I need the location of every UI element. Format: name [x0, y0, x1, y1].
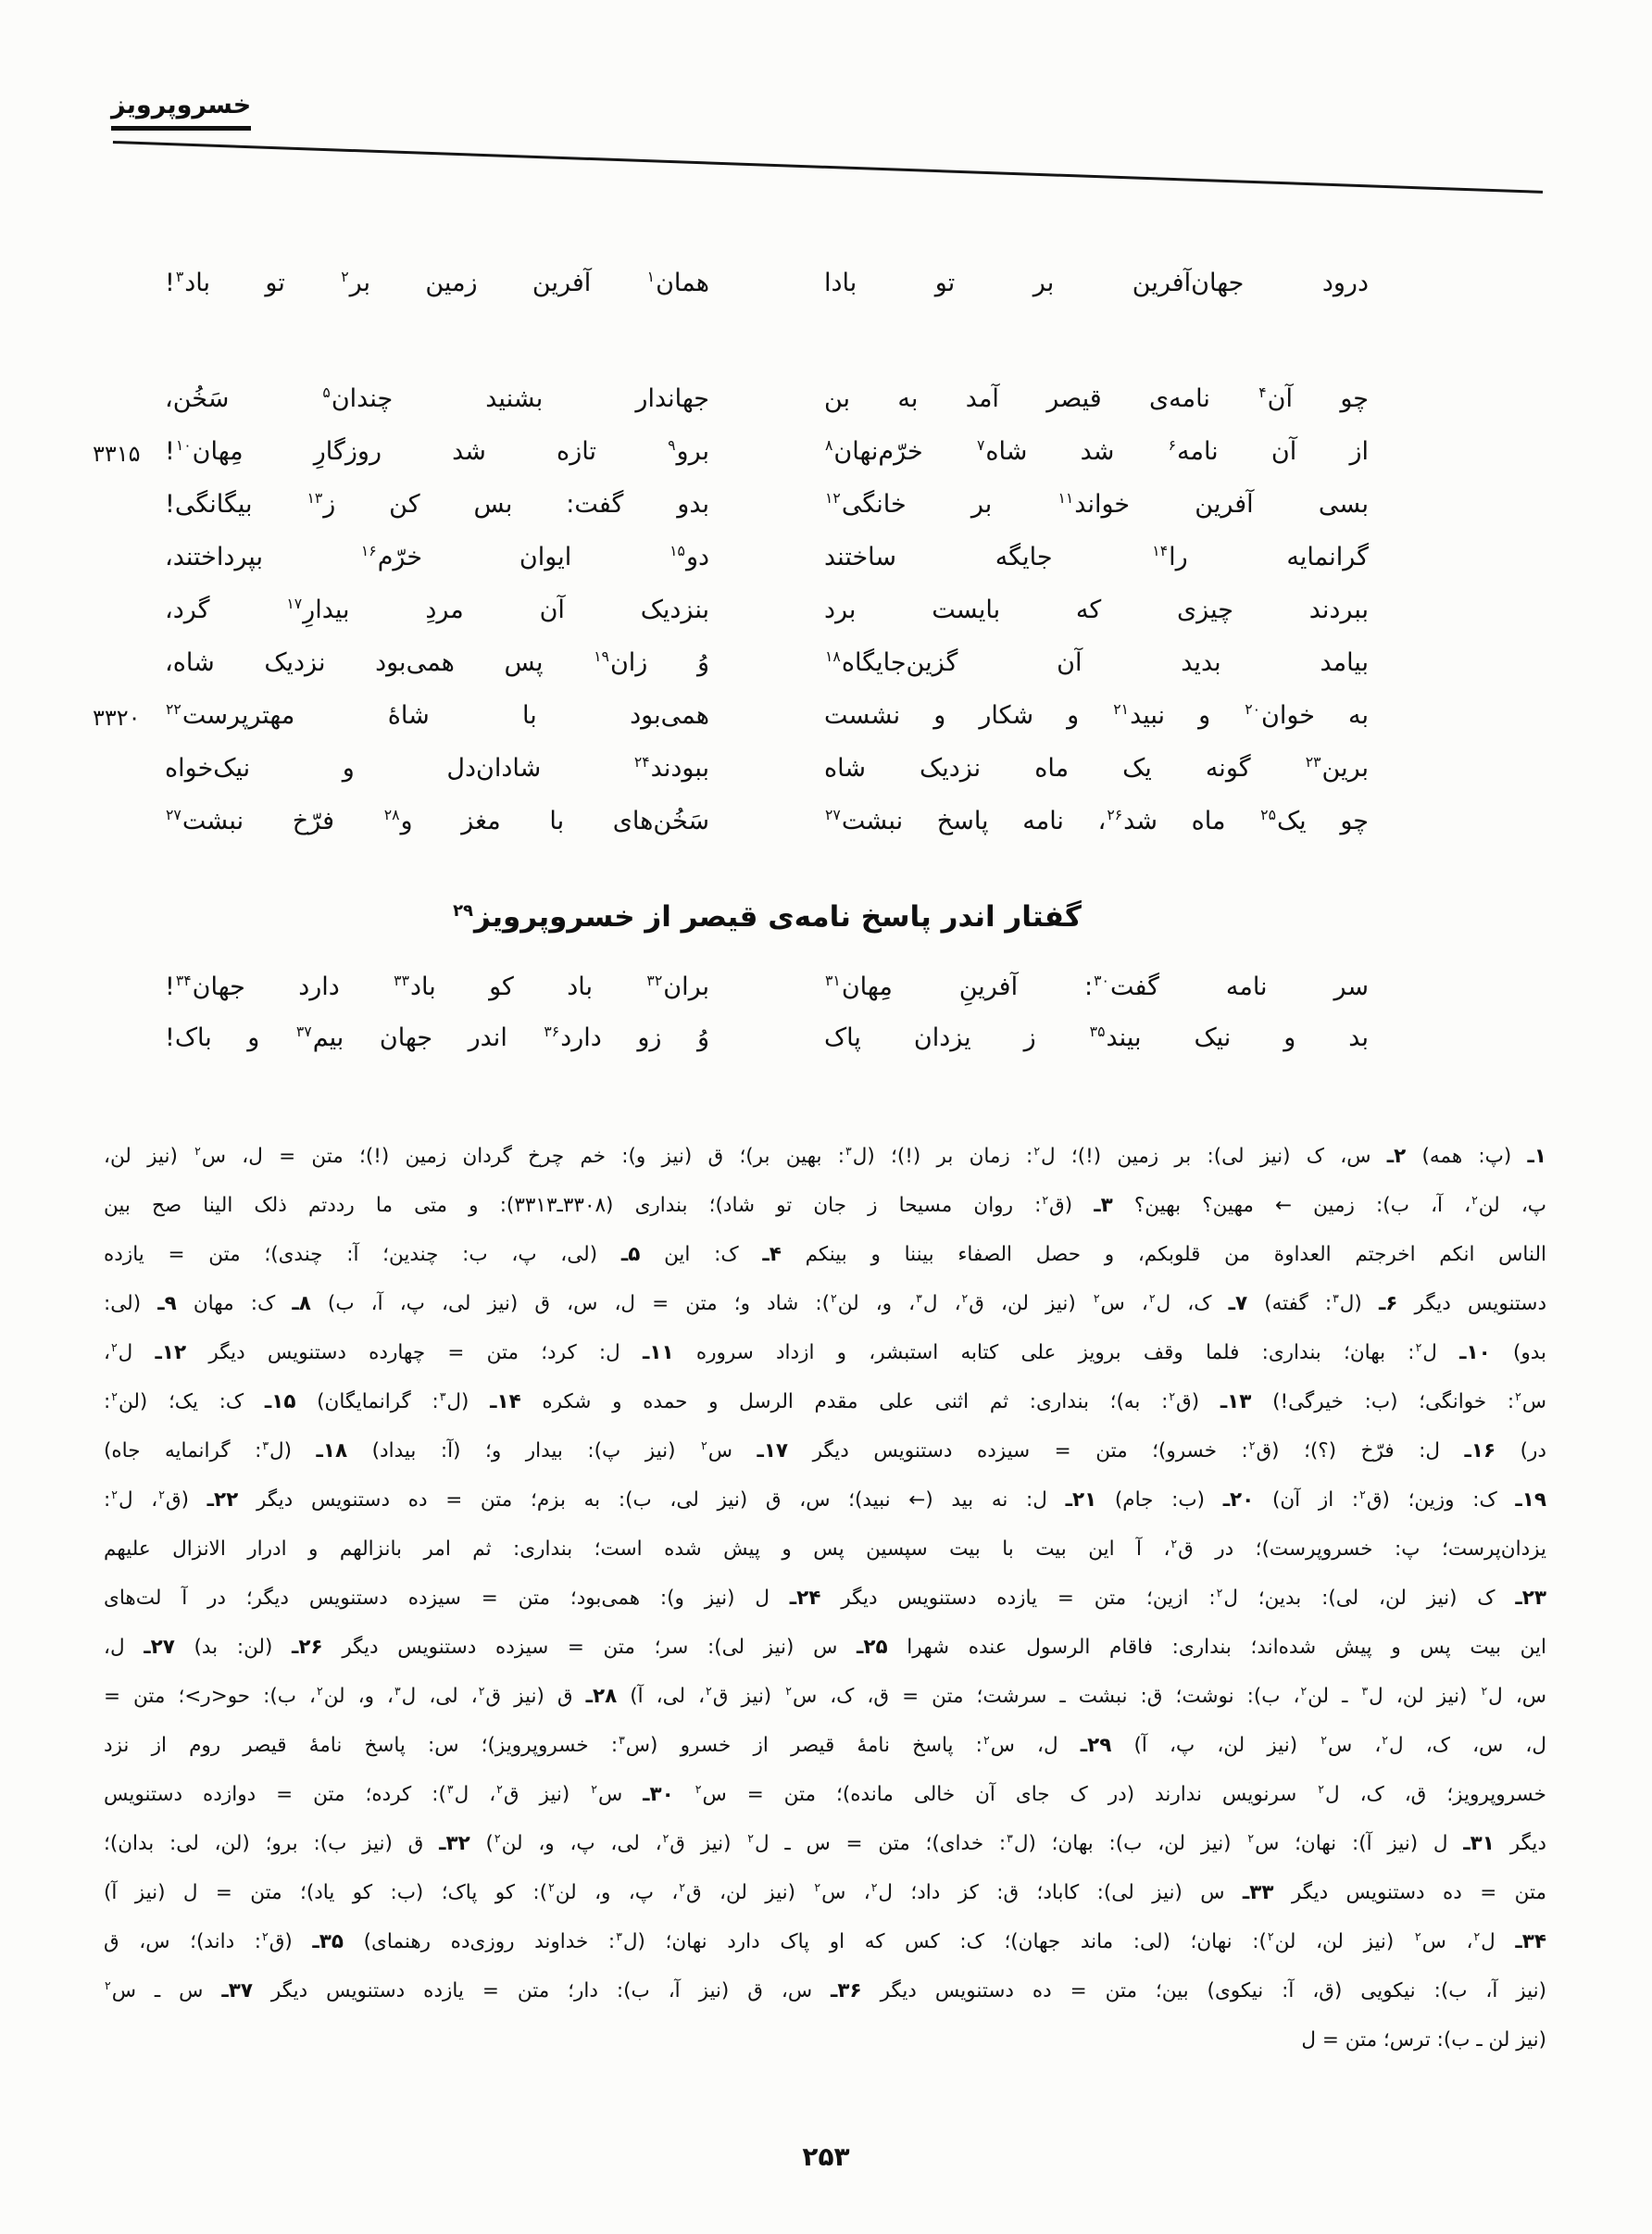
apparatus-line: بدو) ۱۰ـ ل$^۲$: بهان؛ بنداری: فلما وقف برویز علی کتابه استبشر، و ازداد سروره ۱۱ـ ل: کرد؛ متن = چهارده دستنویس دیگر ۱۲ـ ل$^۲$،: [104, 1339, 1546, 1364]
running-head: خسروپرویز: [111, 91, 251, 131]
apparatus-line: (نیز آ، ب): نیکویی (ق، آ: نیکوی) بین؛ متن = ده دستنویس دیگر ۳۶ـ س، ق (نیز آ، ب): دار؛ متن = یازده دستنویس دیگر ۳۷ـ س ـ س$^۲$: [105, 1977, 1546, 2002]
apparatus-line: الناس انکم اخرجتم العداوة من قلوبکم، و حصل الصفاء بیننا و بینکم ۴ـ ک: این ۵ـ (لی، پ، ب: چندین؛ آ: چندی)؛ متن = یازده: [104, 1243, 1546, 1266]
apparatus-line: (نیز لن ـ ب): ترس؛ متن = ل: [1301, 2028, 1546, 2052]
apparatus-line: این بیت پس و پیش شده‌اند؛ بنداری: فاقام الرسول عنده شهرا ۲۵ـ س (نیز لی): سر؛ متن = سیزده دستنویس دیگر ۲۶ـ (لن: بد) ۲۷ـ ل،: [104, 1636, 1546, 1659]
hemistich-first: بد و نیک بیند$^{۳۵}$ ز یزدان پاک: [824, 1023, 1369, 1052]
apparatus-line: ۳۴ـ ل$^۲$، س$^۲$ (نیز لن، لن$^۲$): نهان؛ (لی: ماند جهان)؛ ک: کس که او پاک دارد نهان؛ (ل$^۳$: خداوند روزی‌ده رهنمای) ۳۵ـ (ق$^۲$: داند)؛ س، ق: [104, 1928, 1546, 1953]
verse-number-3320: ۳۳۲۰: [93, 705, 141, 731]
hemistich-first: سر نامه گفت$^{۳۰}$: آفرینِ مِهان$^{۳۱}$: [825, 972, 1369, 1001]
hemistich-second: بدو گفت: بس کن ز$^{۱۳}$ بیگانگی!: [165, 489, 710, 519]
apparatus-line: ۱۹ـ ک: وزین؛ (ق$^۲$: از آن) ۲۰ـ (ب: جام) ۲۱ـ ل: نه بید (← نبید)؛ س، ق (نیز لی، ب): به بزم؛ متن = ده دستنویس دیگر ۲۲ـ (ق$^۲$، ل$^۲$:: [104, 1487, 1546, 1512]
couplet-row: [165, 699, 1369, 733]
hemistich-second: بران$^{۳۲}$ باد کو باد$^{۳۳}$ دارد جهان$^{۳۴}$!: [165, 972, 709, 1001]
hemistich-second: وُ زان$^{۱۹}$ پس همی‌بود نزدیک شاه،: [165, 647, 709, 677]
couplet-row: [165, 752, 1369, 785]
hemistich-second: سَخُن‌های با مغز و$^{۲۸}$ فرّخ نبشت$^{۲۷}$: [166, 806, 709, 835]
apparatus-line: دستنویس دیگر ۶ـ (ل$^۳$: گفته) ۷ـ ک، ل$^۲$، س$^۲$ (نیز لن، ق$^۲$، ل$^۳$، و، لن$^۲$): شاد و؛ متن = ل، س، ق (نیز لی، پ، آ، ب) ۸ـ ک: مهان ۹ـ (لی:: [104, 1290, 1546, 1315]
section-heading: گفتار اندر پاسخ نامه‌ی قیصر از خسروپرویز$^{۲۹}$: [453, 900, 1082, 934]
hemistich-first: از آن نامه$^۶$ شد شاه$^۷$ خرّم‌نهان$^۸$: [825, 436, 1369, 466]
verse-number-3315: ۳۳۱۵: [93, 441, 141, 467]
couplet-row: [165, 267, 1369, 300]
apparatus-line: متن = ده دستنویس دیگر ۳۳ـ س (نیز لی): کاباد؛ ق: کز داد؛ ل$^۲$، س$^۲$ (نیز لن، ق$^۲$، پ، و، لن$^۲$): کو پاک؛ (ب: کو یاد)؛ متن = ل (نیز آ): [104, 1879, 1546, 1904]
hemistich-second: دو$^{۱۵}$ ایوان خرّم$^{۱۶}$ بپرداختند،: [165, 542, 710, 571]
apparatus-line: س، ل$^۲$ (نیز لن، ل$^۳$ ـ لن$^۲$، ب): نوشت؛ ق: نبشت ـ سرشت؛ متن = ق، ک، س$^۲$ (نیز ق$^۲$، لی، آ) ۲۸ـ ق (نیز ق$^۲$، لی، ل$^۳$، و، لن$^۲$، ب): حو<ر>؛ متن =: [104, 1683, 1546, 1708]
couplet-row: [165, 594, 1369, 627]
hemistich-first: به خوان$^{۲۰}$ و نبید$^{۲۱}$ و شکار و نشست: [824, 700, 1370, 730]
hemistich-first: چو آن$^۴$ نامه‌ی قیصر آمد به بن: [824, 383, 1369, 413]
couplet-row: [165, 646, 1369, 680]
couplet-row: [165, 435, 1369, 469]
couplet-row: [165, 1022, 1369, 1055]
hemistich-first: بیامد بدید آن گزین‌جایگاه$^{۱۸}$: [825, 647, 1369, 677]
hemistich-second: ببودند$^{۲۴}$ شادان‌دل و نیک‌خواه: [165, 753, 709, 783]
apparatus-line: یزدان‌پرست؛ پ: خسروپرست)؛ در ق$^۲$، آ این بیت با بیت سپسین پس و پیش شده است؛ بنداری: ثم امر بانزالهم و ادرار الانزال علیهم: [104, 1536, 1546, 1561]
hemistich-first: ببردند چیزی که بایست برد: [824, 596, 1369, 624]
apparatus-line: ل، س، ک، ل$^۲$، س$^۲$ (نیز لن، پ، آ) ۲۹ـ ل، س$^۲$: پاسخ نامهٔ قیصر از خسرو (س$^۳$: خسروپرویز)؛ س: پاسخ نامهٔ قیصر روم از نزد: [104, 1732, 1546, 1757]
hemistich-first: بسی آفرین خواند$^{۱۱}$ بر خانگی$^{۱۲}$: [825, 489, 1369, 519]
apparatus-line: خسروپرویز؛ ق، ک، ل$^۲$ سرنویس ندارند (در ک جای آن خالی مانده)؛ متن = س$^۲$ ۳۰ـ س$^۲$ (نیز ق$^۲$، ل$^۳$): کرده؛ متن = دوازده دستنویس: [104, 1781, 1546, 1806]
couplet-row: [165, 805, 1369, 838]
couplet-row: [165, 971, 1369, 1004]
hemistich-first: گرانمایه را$^{۱۴}$ جایگه ساختند: [824, 542, 1369, 571]
apparatus-line: ۱ـ (پ: همه) ۲ـ س، ک (نیز لی): بر زمین (!)؛ ل$^۲$: زمان بر (!)؛ (ل$^۳$: بهین بر)؛ ق (نیز و): خم چرخ گردان زمین (!)؛ متن = ل، س$^۲$ (نیز لن،: [104, 1143, 1546, 1168]
apparatus-line: ۲۳ـ ک (نیز لن، لی): بدین؛ ل$^۲$: ازین؛ متن = یازده دستنویس دیگر ۲۴ـ ل (نیز و): همی‌بود؛ متن = سیزده دستنویس دیگر؛ در آ لت‌های: [104, 1585, 1546, 1610]
hemistich-second: همی‌بود با شاهٔ مهترپرست$^{۲۲}$: [166, 700, 709, 730]
hemistich-first: درود جهان‌آفرین بر تو بادا: [824, 269, 1369, 297]
hemistich-second: وُ زو دارد$^{۳۶}$ اندر جهان بیم$^{۳۷}$ و باک!: [165, 1023, 709, 1052]
page-number: ۲۵۳: [802, 2141, 850, 2172]
hemistich-first: برین$^{۲۳}$ گونه یک ماه نزدیک شاه: [824, 753, 1369, 783]
header-rule: [113, 141, 1543, 194]
hemistich-second: جهاندار بشنید چندان$^۵$ سَخُن،: [165, 383, 709, 413]
apparatus-line: در) ۱۶ـ ل: فرّخ (؟)؛ (ق$^۲$: خسرو)؛ متن = سیزده دستنویس دیگر ۱۷ـ س$^۲$ (نیز پ): بیدار و؛ (آ: بیداد) ۱۸ـ (ل$^۳$: گرانمایه جاه): [104, 1437, 1546, 1462]
couplet-row: [165, 383, 1369, 416]
apparatus-line: پ، لن$^۲$، آ، ب): زمین ← مهین؟ بهین؟ ۳ـ (ق$^۲$: روان مسیحا ز جان تو شاد)؛ بنداری (۳۳۰۸ـ۳۳۱۳): و متی ما رددتم ذلک الینا صح بین: [104, 1192, 1546, 1217]
hemistich-second: برو$^۹$ تازه شد روزگارِ مِهان$^{۱۰}$!: [165, 436, 709, 466]
hemistich-second: همان$^۱$ آفرین زمین بر$^۲$ تو باد$^۳$!: [165, 268, 709, 297]
couplet-row: [165, 488, 1369, 521]
hemistich-second: بنزدیک آن مردِ بیدارِ$^{۱۷}$ گرد،: [165, 595, 709, 624]
critical-apparatus: [104, 1132, 1546, 2065]
couplet-row: [165, 541, 1369, 574]
apparatus-line: س$^۲$: خوانگی؛ (ب: خیرگی!) ۱۳ـ (ق$^۲$: به)؛ بنداری: ثم اثنی علی مقدم الرسل و حمده و شکره ۱۴ـ (ل$^۳$: گرانمایگان) ۱۵ـ ک: یک؛ (لن$^۲$:: [104, 1388, 1546, 1413]
apparatus-line: دیگر ۳۱ـ ل (نیز آ): نهان؛ س$^۲$ (نیز لن، ب): بهان؛ (ل$^۳$: خدای)؛ متن = س ـ ل$^۲$ (نیز ق$^۲$، لی، پ، و، لن$^۲$) ۳۲ـ ق (نیز ب): برو؛ (لن، لی: بدان)؛: [104, 1830, 1546, 1855]
hemistich-first: چو یک$^{۲۵}$ ماه شد$^{۲۶}$، نامه پاسخ نبشت$^{۲۷}$: [825, 806, 1369, 835]
